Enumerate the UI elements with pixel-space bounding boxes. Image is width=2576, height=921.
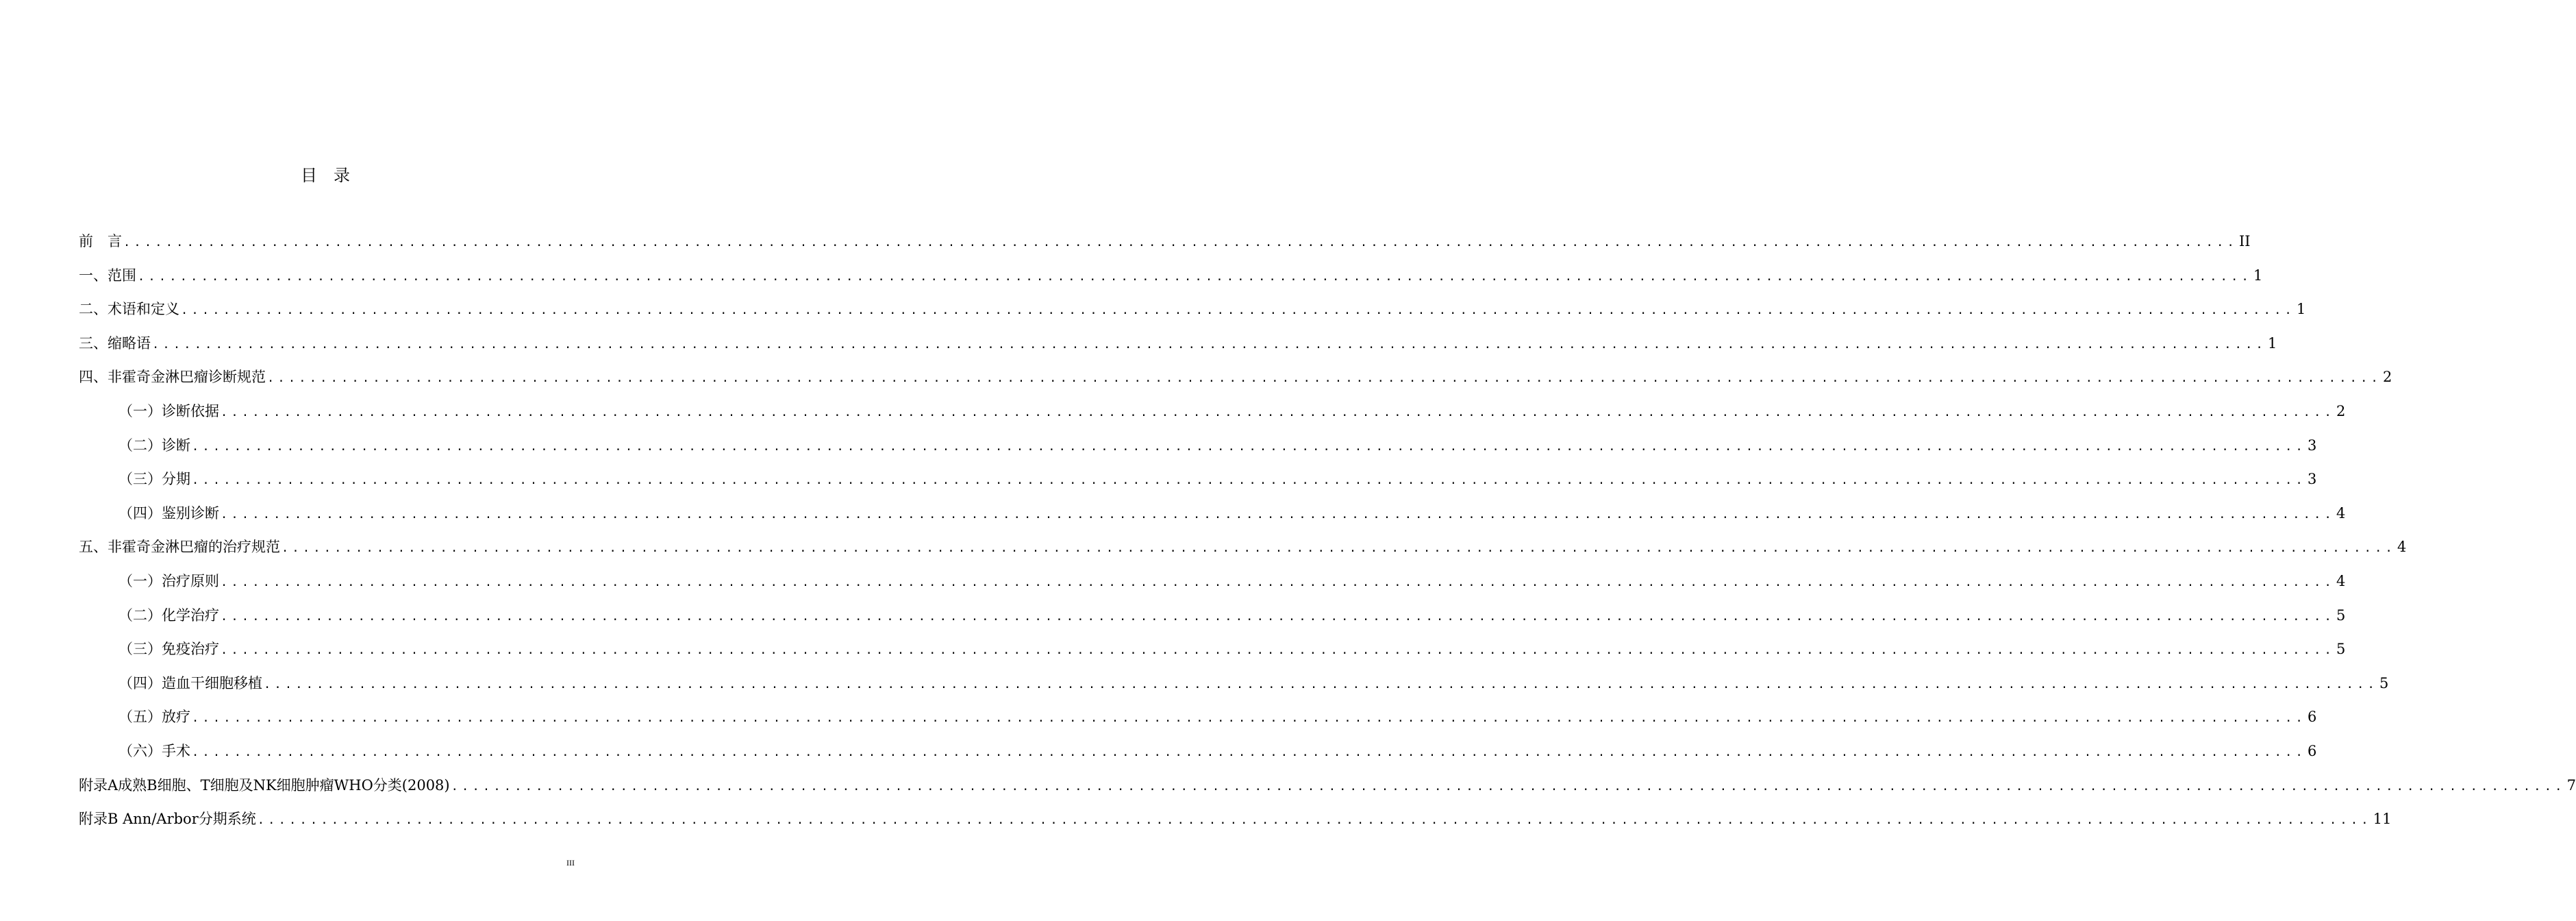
toc-entry[interactable]	[79, 770, 2576, 805]
toc-entry[interactable]	[79, 566, 2346, 600]
toc-dot-leader: ........................................................................................................................................................................................................	[282, 541, 2396, 556]
toc-entry-label: （一）诊断依据	[118, 402, 219, 419]
toc-entry-label: 附录A成熟B细胞、T细胞及NK细胞肿瘤WHO分类(2008)	[79, 776, 450, 794]
toc-entry-label: （一）治疗原则	[118, 572, 219, 589]
table-of-contents	[79, 226, 2576, 838]
toc-dot-leader: ........................................................................................................................................................................................................	[192, 745, 2306, 759]
toc-entry[interactable]	[79, 464, 2317, 498]
toc-entry-label: （四）鉴别诊断	[118, 504, 219, 521]
toc-entry[interactable]	[79, 498, 2346, 532]
toc-entry-label: （五）放疗	[118, 709, 190, 726]
toc-entry[interactable]	[79, 804, 2392, 838]
toc-entry-page: 2	[2336, 402, 2346, 419]
toc-entry[interactable]	[79, 736, 2317, 770]
page-title: 目录	[301, 166, 366, 185]
toc-dot-leader: ........................................................................................................................................................................................................	[257, 813, 2372, 828]
toc-dot-leader: ........................................................................................................................................................................................................	[221, 507, 2335, 521]
toc-entry[interactable]	[79, 702, 2317, 736]
toc-entry-page: 4	[2336, 572, 2346, 589]
toc-entry-page: 4	[2397, 539, 2407, 556]
toc-entry-label: 前 言	[79, 233, 122, 249]
toc-entry-page: 11	[2373, 811, 2392, 828]
toc-dot-leader: ........................................................................................................................................................................................................	[152, 337, 2266, 352]
toc-entry[interactable]	[79, 430, 2317, 465]
toc-entry[interactable]	[79, 396, 2346, 430]
toc-entry[interactable]	[79, 260, 2263, 295]
toc-dot-leader: ........................................................................................................................................................................................................	[264, 677, 2378, 691]
toc-entry-page: 4	[2336, 504, 2346, 521]
toc-entry-label: 附录B Ann/Arbor分期系统	[79, 811, 256, 828]
toc-entry-label: 一、范围	[79, 267, 136, 284]
toc-entry[interactable]	[79, 226, 2251, 260]
toc-dot-leader: ........................................................................................................................................................................................................	[181, 304, 2295, 318]
toc-entry-page: 5	[2336, 606, 2346, 624]
toc-dot-leader: ........................................................................................................................................................................................................	[192, 439, 2306, 454]
toc-dot-leader: ........................................................................................................................................................................................................	[221, 405, 2335, 419]
toc-entry-page: 5	[2336, 641, 2346, 658]
toc-entry-label: 二、术语和定义	[79, 301, 179, 318]
toc-dot-leader: ........................................................................................................................................................................................................	[123, 236, 2238, 249]
toc-entry[interactable]	[79, 294, 2306, 328]
toc-entry-label: （三）免疫治疗	[118, 641, 219, 658]
toc-entry[interactable]	[79, 600, 2346, 635]
toc-entry-page: II	[2238, 233, 2251, 249]
toc-dot-leader: ........................................................................................................................................................................................................	[138, 269, 2252, 284]
toc-entry-page: 1	[2253, 267, 2263, 284]
toc-dot-leader: ........................................................................................................................................................................................................	[221, 609, 2335, 624]
toc-dot-leader: ........................................................................................................................................................................................................	[192, 711, 2306, 726]
toc-dot-leader: ........................................................................................................................................................................................................	[221, 643, 2335, 658]
toc-entry[interactable]	[79, 362, 2392, 396]
toc-entry-page: 5	[2379, 674, 2389, 691]
toc-dot-leader: ........................................................................................................................................................................................................	[192, 474, 2306, 488]
toc-entry-label: （六）手术	[118, 742, 190, 759]
toc-entry-label: 四、非霍奇金淋巴瘤诊断规范	[79, 369, 266, 386]
toc-entry-label: （二）化学治疗	[118, 606, 219, 624]
toc-entry-page: 1	[2267, 334, 2277, 352]
toc-entry[interactable]	[79, 532, 2407, 566]
toc-entry-page: 3	[2307, 471, 2317, 488]
toc-entry-page: 3	[2307, 437, 2317, 454]
toc-entry-page: 6	[2307, 709, 2317, 726]
toc-entry[interactable]	[79, 668, 2389, 702]
toc-entry-page: 1	[2296, 301, 2306, 318]
toc-entry-label: （二）诊断	[118, 437, 190, 454]
toc-entry-label: （三）分期	[118, 471, 190, 488]
toc-entry-page: 6	[2307, 742, 2317, 759]
page-number: III	[566, 858, 575, 868]
toc-entry-page: 2	[2382, 369, 2392, 386]
toc-entry-label: （四）造血干细胞移植	[118, 674, 262, 691]
toc-entry-label: 三、缩略语	[79, 334, 151, 352]
toc-entry[interactable]	[79, 634, 2346, 668]
toc-entry-page: 7	[2566, 776, 2576, 794]
toc-dot-leader: ........................................................................................................................................................................................................	[221, 575, 2335, 589]
toc-dot-leader: ........................................................................................................................................................................................................	[451, 779, 2566, 794]
toc-dot-leader: ........................................................................................................................................................................................................	[267, 371, 2381, 386]
toc-entry[interactable]	[79, 328, 2277, 363]
toc-entry-label: 五、非霍奇金淋巴瘤的治疗规范	[79, 539, 280, 556]
